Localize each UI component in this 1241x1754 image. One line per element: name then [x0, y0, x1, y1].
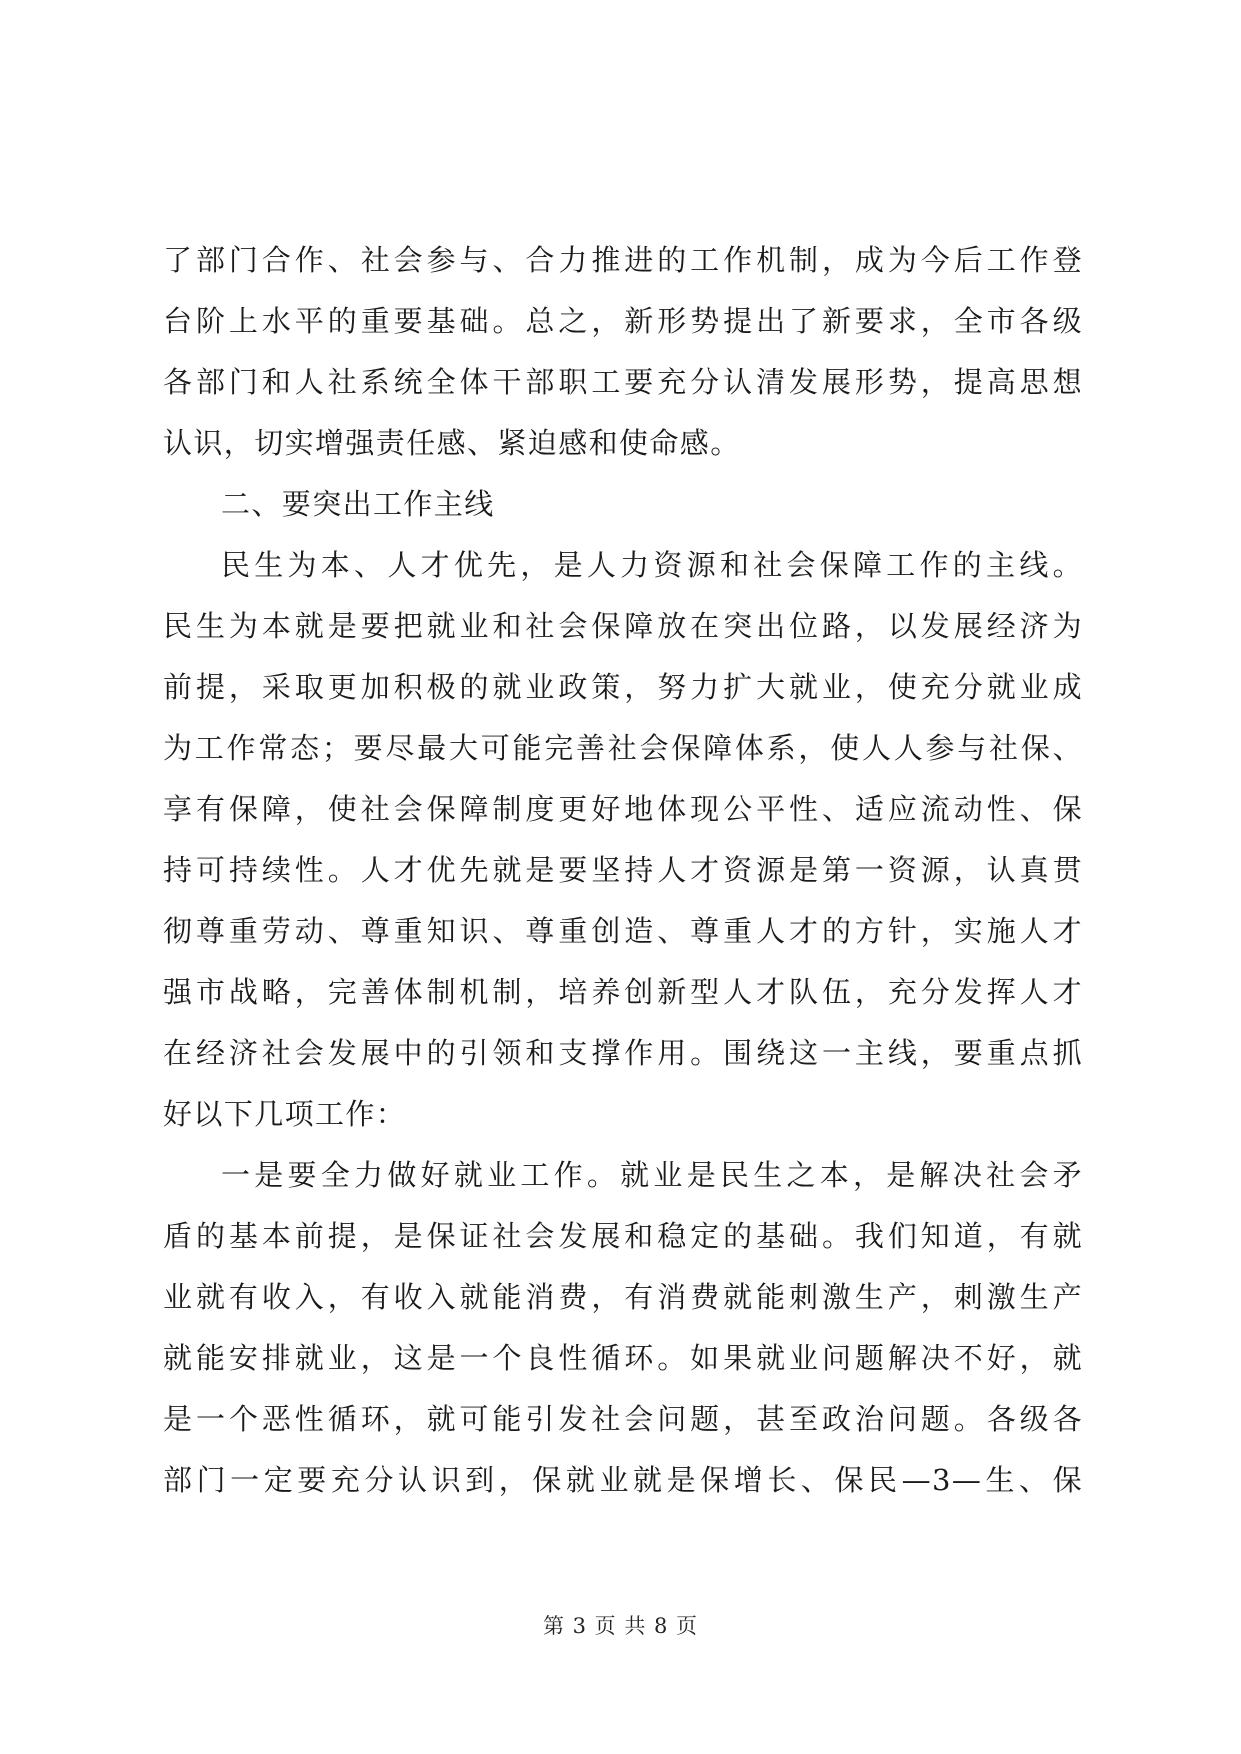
page-footer	[0, 1610, 1241, 1640]
text-line: 各部门和人社系统全体干部职工要充分认清发展形势，提高思想	[163, 365, 1083, 399]
text-line: 是一个恶性循环，就可能引发社会问题，甚至政治问题。各级各	[163, 1402, 1083, 1436]
text-line: 认识，切实增强责任感、紧迫感和使命感。	[163, 426, 741, 460]
text-line: 好以下几项工作：	[163, 1097, 407, 1131]
text-line: 一是要全力做好就业工作。就业是民生之本，是解决社会矛	[221, 1158, 1083, 1192]
text-line: 盾的基本前提，是保证社会发展和稳定的基础。我们知道，有就	[163, 1219, 1083, 1253]
text-line: 强市战略，完善体制机制，培养创新型人才队伍，充分发挥人才	[163, 975, 1083, 1009]
text-line: 业就有收入，有收入就能消费，有消费就能刺激生产，刺激生产	[163, 1280, 1083, 1314]
body-text	[163, 230, 1083, 1511]
section-heading: 二、要突出工作主线	[221, 487, 495, 521]
text-line: 彻尊重劳动、尊重知识、尊重创造、尊重人才的方针，实施人才	[163, 914, 1083, 948]
text-line: 为工作常态；要尽最大可能完善社会保障体系，使人人参与社保、	[163, 731, 1083, 765]
text-line: 了部门合作、社会参与、合力推进的工作机制，成为今后工作登	[163, 243, 1083, 277]
text-line: 台阶上水平的重要基础。总之，新形势提出了新要求，全市各级	[163, 304, 1083, 338]
text-line: 在经济社会发展中的引领和支撑作用。围绕这一主线，要重点抓	[163, 1036, 1083, 1070]
text-line: 就能安排就业，这是一个良性循环。如果就业问题解决不好，就	[163, 1341, 1083, 1375]
text-line: 前提，采取更加积极的就业政策，努力扩大就业，使充分就业成	[163, 670, 1083, 704]
text-line: 民生为本就是要把就业和社会保障放在突出位路，以发展经济为	[163, 609, 1083, 643]
text-line: 持可持续性。人才优先就是要坚持人才资源是第一资源，认真贯	[163, 853, 1083, 887]
text-line: 民生为本、人才优先，是人力资源和社会保障工作的主线。	[221, 548, 1083, 582]
text-line: 部门一定要充分认识到，保就业就是保增长、保民—3—生、保	[163, 1463, 1083, 1497]
page-number-label: 第 3 页 共 8 页	[542, 1614, 699, 1638]
text-line: 享有保障，使社会保障制度更好地体现公平性、适应流动性、保	[163, 792, 1083, 826]
